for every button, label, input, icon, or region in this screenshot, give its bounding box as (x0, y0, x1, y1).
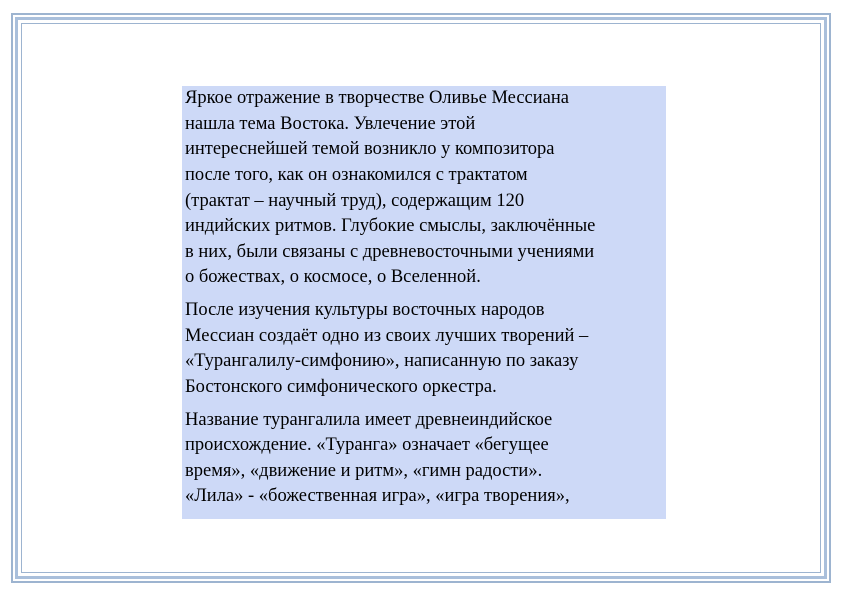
text-line: Мессиан создаёт одно из своих лучших творений – (185, 325, 589, 346)
text-line: нашла тема Востока. Увлечение этой (185, 113, 476, 134)
text-line: (трактат – научный труд), содержащим 120 (185, 190, 525, 211)
text-line: После изучения культуры восточных народов (185, 300, 545, 320)
text-line: «Турангалилу-симфонию», написанную по заказу (185, 351, 579, 372)
text-line: после того, как он ознакомился с трактатом (185, 164, 528, 185)
text-line: происхождение. «Туранга» означает «бегущее (185, 435, 549, 456)
text-line: интереснейшей темой возникло у композитора (185, 139, 555, 160)
text-line: в них, были связаны с древневосточными учениями (185, 241, 595, 262)
text-line: время», «движение и ритм», «гимн радости». (185, 460, 543, 481)
text-line: о божествах, о космосе, о Вселенной. (185, 267, 481, 288)
text-line: индийских ритмов. Глубокие смыслы, заключённые (185, 216, 596, 237)
text-line: «Лила» - «божественная игра», «игра творения», (185, 486, 570, 507)
text-line: Бостонского симфонического оркестра. (185, 376, 497, 397)
paragraph-1 (185, 86, 663, 291)
text-block (182, 86, 666, 519)
paragraph-3 (185, 408, 663, 511)
paragraph-2 (185, 298, 663, 401)
text-line: Яркое отражение в творчестве Оливье Мессиана (185, 88, 569, 108)
text-line: Название турангалила имеет древнеиндийское (185, 409, 553, 430)
